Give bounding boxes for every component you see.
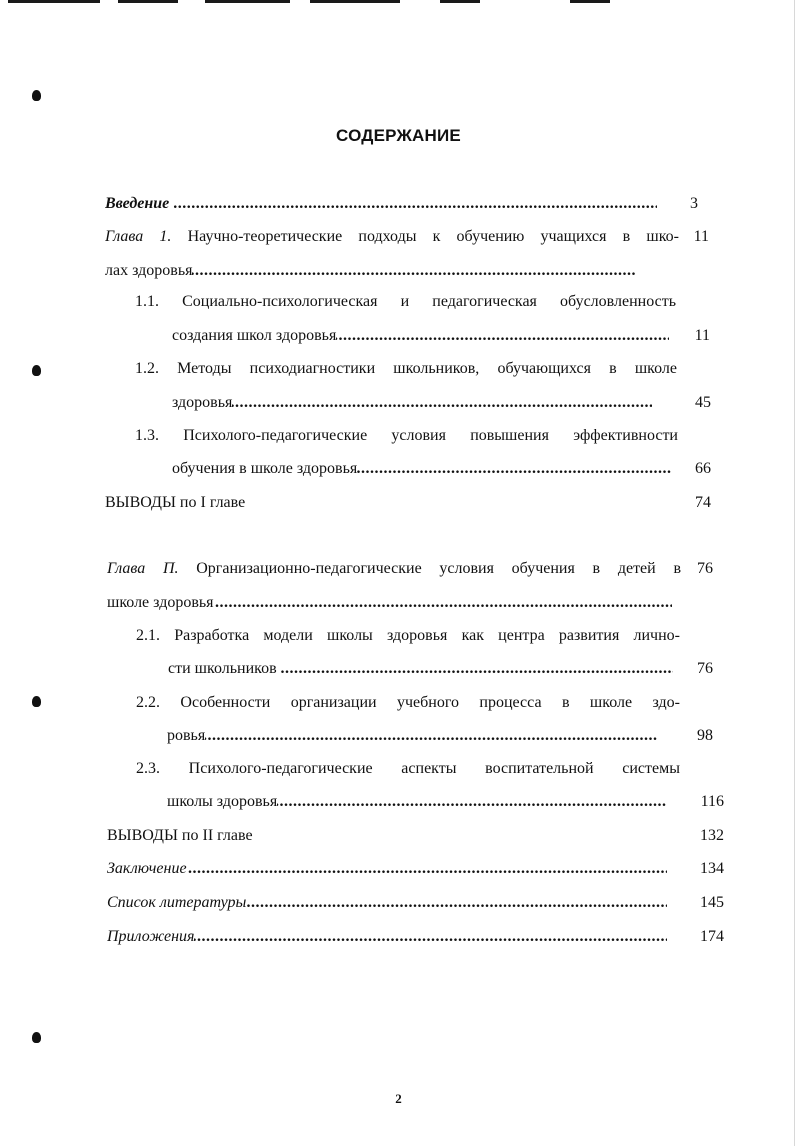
toc-entry-cont: ровья — [167, 724, 205, 748]
toc-entry-title: 1.3. Психолого-педагогические условия повышения эффективности — [135, 427, 678, 444]
toc-entry-conclusion — [107, 857, 667, 881]
toc-entry-continuation — [172, 391, 652, 415]
toc-entry-continuation — [167, 724, 657, 748]
toc-entry-1-2 — [135, 357, 677, 381]
toc-entry-title: ВЫВОДЫ по II главе — [107, 827, 253, 844]
scan-artifact — [118, 0, 178, 3]
toc-entry-title: 2.2. Особенности организации учебного процесса в школе здо- — [136, 694, 680, 711]
toc-entry-appendices — [107, 925, 667, 949]
toc-entry-2-2 — [136, 691, 680, 715]
toc-entry-cont: обучения в школе здоровья — [172, 457, 357, 481]
page-title: СОДЕРЖАНИЕ — [336, 126, 461, 145]
binder-hole-icon — [32, 90, 41, 101]
toc-entry-title: 2.1. Разработка модели школы здоровья как центра развития лично- — [136, 627, 680, 644]
toc-entry-2-3 — [136, 757, 680, 781]
toc-entry-cont: создания школ здоровья — [172, 324, 336, 348]
toc-page-number: 145 — [700, 894, 724, 911]
scan-artifact — [205, 0, 290, 3]
toc-entry-cont: школе здоровья — [107, 591, 214, 615]
toc-page-number: 11 — [694, 327, 710, 344]
scan-artifact — [8, 0, 100, 3]
toc-entry-title: Организационно-педагогические условия обучения в детей в — [196, 560, 681, 577]
toc-entry-title: 2.3. Психолого-педагогические аспекты воспитательной системы — [136, 760, 680, 777]
toc-entry-title: 1.2. Методы психодиагностики школьников, обучающихся в школе — [135, 360, 677, 377]
toc-page-number: 98 — [697, 727, 713, 744]
toc-entry-continuation — [105, 259, 635, 283]
binder-hole-icon — [32, 365, 41, 376]
toc-entry-title: Список литературы — [107, 891, 246, 915]
toc-entry-references — [107, 891, 667, 915]
toc-page-number: 45 — [695, 394, 711, 411]
toc-page-number: 174 — [700, 928, 724, 945]
toc-page-number: 132 — [700, 827, 724, 844]
toc-entry-1-1 — [135, 290, 676, 314]
toc-entry-cont: школы здоровья — [167, 790, 277, 814]
toc-entry-conclusions-2 — [107, 824, 507, 848]
toc-entry-title: Заключение — [107, 857, 187, 881]
toc-entry-intro — [105, 192, 657, 216]
toc-chapter-label: Глава П. — [107, 560, 179, 577]
toc-entry-title: Научно-теоретические подходы к обучению учащихся в шко- — [187, 228, 679, 245]
toc-page-number: 3 — [690, 195, 698, 212]
toc-chapter-label: Глава 1. — [105, 228, 172, 245]
toc-entry-title: Введение — [105, 195, 170, 212]
page-number: 2 — [395, 1091, 402, 1106]
toc-entry-continuation — [167, 790, 667, 814]
toc-entry-continuation — [107, 591, 672, 615]
toc-page-number: 76 — [697, 660, 713, 677]
binder-hole-icon — [32, 1032, 41, 1043]
toc-entry-title: Приложения — [107, 925, 194, 949]
toc-entry-cont: здоровья — [172, 391, 232, 415]
toc-entry-cont: сти школьников — [168, 657, 281, 681]
binder-hole-icon — [32, 696, 41, 707]
toc-entry-chapter-2 — [107, 557, 681, 581]
toc-entry-1-3 — [135, 424, 678, 448]
toc-page-number: 11 — [693, 228, 709, 245]
toc-entry-title: 1.1. Социально-психологическая и педагогическая обусловленность — [135, 293, 676, 310]
toc-entry-chapter-1 — [105, 225, 679, 249]
toc-entry-continuation — [172, 324, 669, 348]
scan-edge — [794, 0, 795, 1146]
toc-entry-cont: лах здоровья — [105, 259, 192, 283]
toc-entry-continuation — [172, 457, 672, 481]
toc-entry-continuation — [168, 657, 673, 681]
toc-page-number: 76 — [697, 560, 713, 577]
toc-page-number: 116 — [700, 793, 724, 810]
toc-entry-conclusions-1 — [105, 491, 505, 515]
toc-page-number: 66 — [695, 460, 711, 477]
toc-entry-2-1 — [136, 624, 680, 648]
toc-page-number: 74 — [695, 494, 711, 511]
scan-artifact — [440, 0, 480, 3]
scan-artifact — [570, 0, 610, 3]
toc-entry-title: ВЫВОДЫ по I главе — [105, 494, 246, 511]
toc-page-number: 134 — [700, 860, 724, 877]
scan-artifact — [310, 0, 400, 3]
